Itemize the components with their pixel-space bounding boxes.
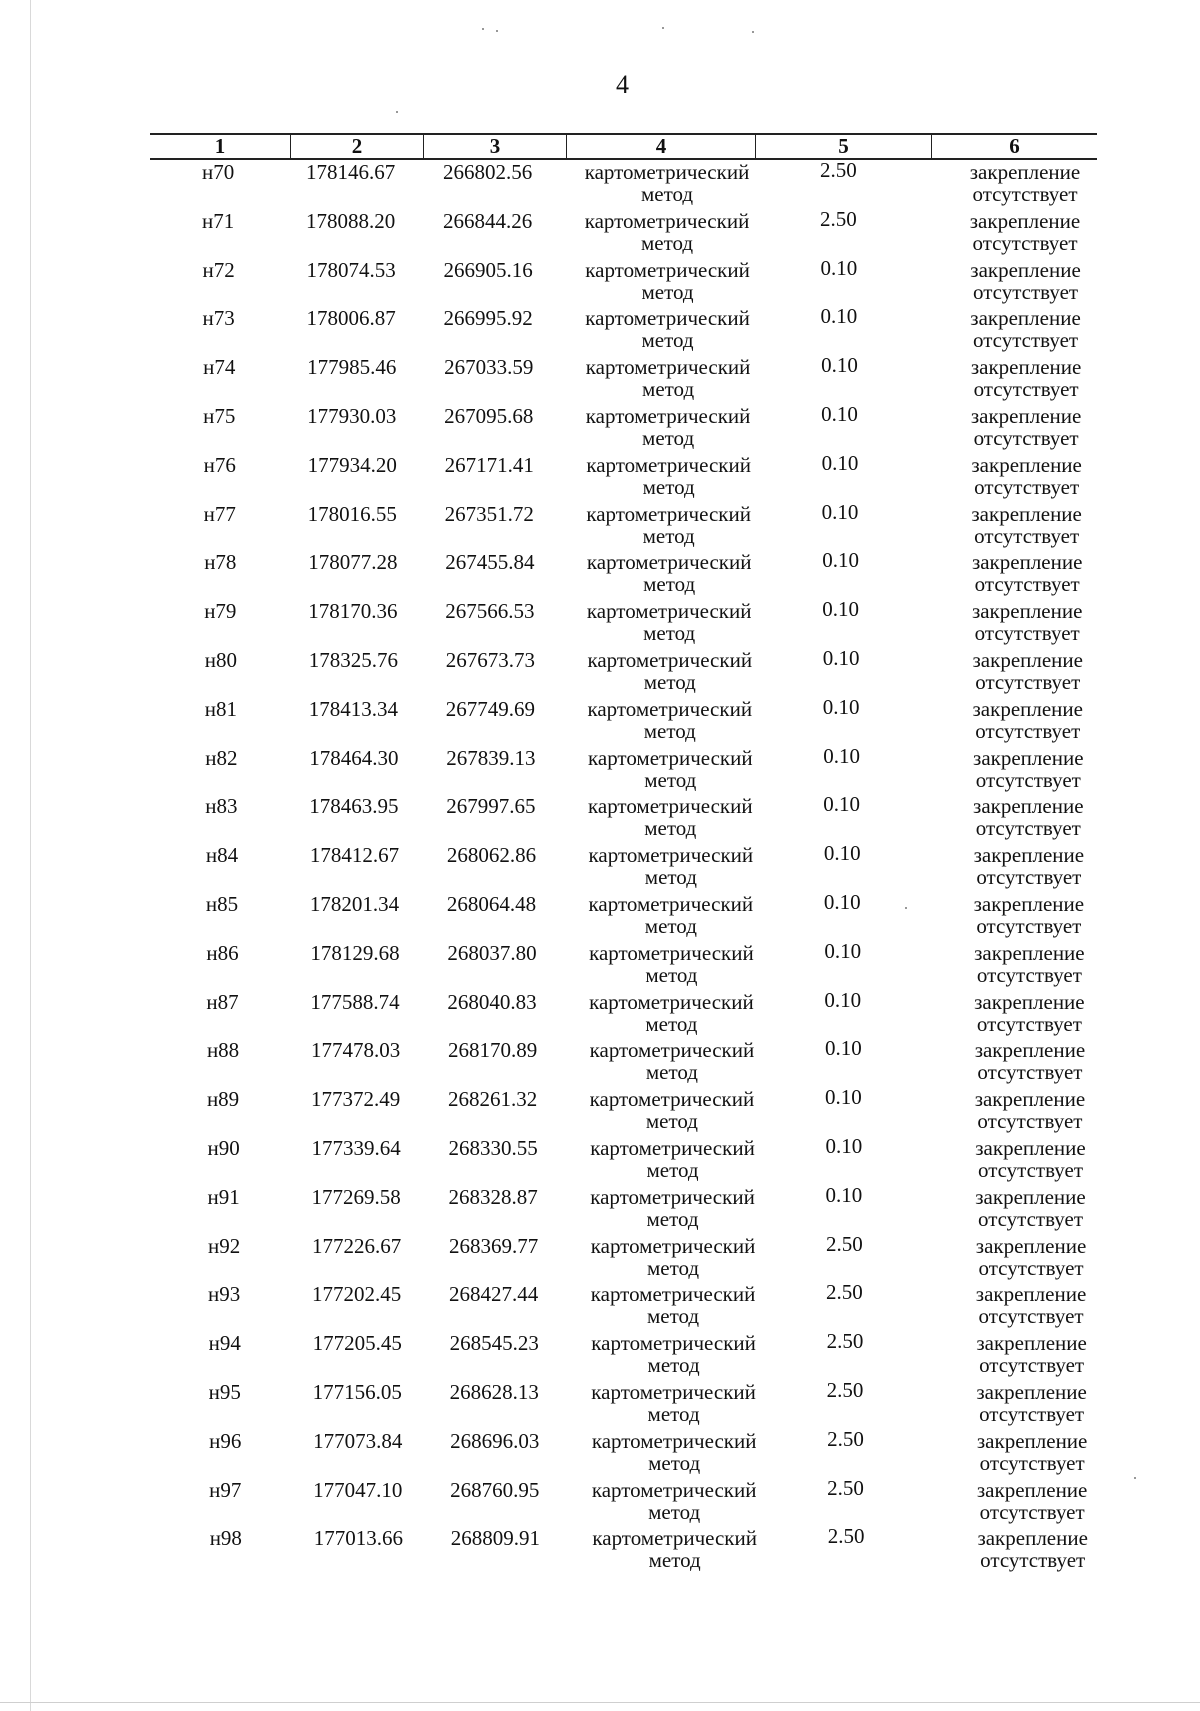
- scan-speck: [496, 30, 498, 32]
- accuracy-value: 2.50: [827, 1524, 865, 1549]
- table-row: [151, 306, 1097, 355]
- fixation-cell: [950, 210, 1100, 254]
- table-row: [156, 1182, 1098, 1234]
- coordinate-x: 177205.45: [312, 1331, 402, 1356]
- coordinate-x: 178146.67: [306, 160, 396, 184]
- fixation-text: закрепление отсутствует: [977, 1526, 1088, 1573]
- method-cell: [577, 1039, 767, 1083]
- accuracy-value: 0.10: [823, 841, 861, 866]
- coordinate-x: 177047.10: [313, 1477, 403, 1502]
- point-id: н80: [204, 647, 237, 672]
- fixation-text: закрепление отсутствует: [973, 745, 1084, 792]
- table-row: [151, 255, 1097, 307]
- fixation-text: закрепление отсутствует: [973, 891, 1085, 938]
- accuracy-value: 0.10: [824, 1085, 862, 1110]
- method-cell: [579, 1479, 769, 1523]
- coordinate-y: 267673.73: [445, 647, 535, 672]
- point-id: н97: [209, 1477, 242, 1502]
- point-id: н98: [209, 1526, 242, 1551]
- coordinate-x: 178412.67: [309, 843, 400, 868]
- header-col-5: 5: [756, 135, 932, 158]
- coordinate-y: 268628.13: [449, 1379, 539, 1404]
- point-id: н89: [206, 1087, 240, 1112]
- coordinate-y: 267566.53: [445, 599, 535, 624]
- coordinate-x: 178088.20: [306, 208, 396, 233]
- coordinate-x: 178074.53: [306, 257, 396, 282]
- header-col-1: 1: [150, 135, 291, 158]
- coordinate-y: 267997.65: [446, 794, 536, 819]
- fixation-text: закрепление отсутствует: [972, 647, 1083, 694]
- scan-speck: [396, 111, 398, 113]
- method-cell: [575, 747, 765, 791]
- fixation-cell: [952, 551, 1102, 595]
- method-text: картометрический метод: [588, 843, 754, 890]
- coordinate-x: 177013.66: [313, 1526, 403, 1551]
- table-body: [150, 160, 1097, 1575]
- method-cell: [578, 1235, 768, 1279]
- header-col-3: 3: [424, 135, 567, 158]
- fixation-text: закрепление отсутствует: [972, 696, 1083, 743]
- table-row: [151, 401, 1097, 453]
- accuracy-value: 0.10: [822, 694, 860, 719]
- point-id: н91: [207, 1184, 240, 1209]
- table-row: [157, 1331, 1097, 1380]
- coordinate-x: 178006.87: [306, 306, 396, 331]
- fixation-text: закрепление отсутствует: [976, 1379, 1087, 1426]
- coordinate-x: 177269.58: [311, 1184, 401, 1209]
- method-text: картометрический метод: [591, 1331, 756, 1378]
- fixation-text: закрепление отсутствует: [975, 1233, 1087, 1280]
- coordinate-y: 268064.48: [446, 891, 537, 916]
- table-row: [152, 499, 1097, 551]
- point-id: н71: [202, 208, 235, 233]
- method-text: картометрический метод: [590, 1233, 756, 1280]
- method-cell: [574, 600, 764, 644]
- method-text: картометрический метод: [588, 891, 754, 938]
- fixation-cell: [952, 454, 1102, 498]
- table-row: [153, 794, 1097, 843]
- fixation-cell: [951, 356, 1101, 400]
- fixation-text: закрепление отсутствует: [974, 989, 1085, 1036]
- fixation-cell: [953, 747, 1103, 791]
- method-cell: [572, 161, 762, 205]
- coordinate-x: 177226.67: [312, 1233, 402, 1258]
- coordinate-y: 267351.72: [444, 501, 534, 526]
- fixation-cell: [957, 1332, 1107, 1376]
- accuracy-value: 2.50: [826, 1280, 863, 1305]
- method-text: картометрический метод: [587, 745, 753, 792]
- method-cell: [576, 893, 766, 937]
- method-cell: [573, 356, 763, 400]
- point-id: н84: [205, 843, 239, 868]
- table-row: [154, 987, 1097, 1039]
- method-cell: [574, 503, 764, 547]
- table-row: [157, 1377, 1097, 1429]
- point-id: н82: [205, 745, 238, 770]
- coordinate-x: 177073.84: [313, 1428, 403, 1453]
- coordinate-x: 178129.68: [310, 940, 400, 965]
- table-row: [152, 550, 1097, 599]
- scan-speck: [482, 28, 484, 30]
- fixation-cell: [956, 1137, 1106, 1181]
- table-row: [153, 743, 1097, 795]
- fixation-text: закрепление отсутствует: [975, 1135, 1086, 1182]
- table-row: [158, 1526, 1097, 1575]
- accuracy-value: 0.10: [824, 987, 862, 1012]
- fixation-text: закрепление отсутствует: [971, 501, 1082, 548]
- coordinate-y: 268696.03: [450, 1428, 540, 1453]
- accuracy-value: 2.50: [826, 1231, 863, 1256]
- fixation-cell: [952, 503, 1102, 547]
- method-cell: [576, 942, 766, 986]
- fixation-text: закрепление отсутствует: [976, 1477, 1088, 1524]
- page-number: 4: [616, 70, 629, 99]
- fixation-text: закрепление отсутствует: [976, 1331, 1087, 1378]
- table-row: [150, 160, 1097, 209]
- method-text: картометрический метод: [587, 794, 753, 841]
- scan-speck: [1134, 1477, 1136, 1479]
- method-text: картометрический метод: [584, 160, 750, 206]
- method-cell: [574, 454, 764, 498]
- coordinate-y: 266905.16: [443, 257, 533, 282]
- point-id: н95: [208, 1379, 241, 1404]
- method-text: картометрический метод: [585, 403, 751, 450]
- method-text: картометрический метод: [586, 452, 751, 499]
- coordinate-x: 177202.45: [312, 1282, 402, 1307]
- scan-edge-bottom: [0, 1702, 1200, 1703]
- point-id: н88: [206, 1038, 240, 1063]
- header-col-2: 2: [291, 135, 424, 158]
- coordinate-y: 268809.91: [450, 1526, 540, 1551]
- fixation-text: закрепление отсутствует: [970, 257, 1081, 304]
- accuracy-value: 0.10: [823, 743, 861, 768]
- fixation-cell: [951, 307, 1101, 351]
- accuracy-value: 2.50: [826, 1377, 864, 1402]
- table-row: [155, 1038, 1097, 1087]
- point-id: н85: [205, 891, 239, 916]
- method-text: картометрический метод: [591, 1477, 757, 1524]
- method-text: картометрический метод: [587, 696, 753, 743]
- method-cell: [579, 1381, 769, 1425]
- point-id: н93: [208, 1282, 241, 1307]
- table-row: [156, 1282, 1097, 1331]
- method-text: картометрический метод: [585, 306, 750, 353]
- method-text: картометрический метод: [589, 989, 754, 1036]
- coordinate-y: 267171.41: [444, 452, 534, 477]
- accuracy-value: 2.50: [826, 1329, 864, 1354]
- fixation-cell: [953, 698, 1103, 742]
- method-cell: [580, 1527, 770, 1571]
- point-id: н75: [203, 403, 236, 428]
- table-row: [155, 1087, 1097, 1136]
- point-id: н72: [202, 257, 235, 282]
- method-cell: [578, 1137, 768, 1181]
- accuracy-value: 0.10: [825, 1133, 863, 1158]
- method-text: картометрический метод: [586, 550, 752, 597]
- table-row: [153, 694, 1097, 746]
- fixation-text: закрепление отсутствует: [976, 1428, 1088, 1475]
- fixation-cell: [953, 649, 1103, 693]
- table-row: [157, 1426, 1097, 1478]
- coordinates-table: [150, 133, 1097, 1575]
- scan-edge-left: [30, 0, 31, 1711]
- coordinate-x: 178413.34: [308, 696, 398, 721]
- fixation-cell: [957, 1430, 1107, 1474]
- table-row: [150, 206, 1097, 258]
- accuracy-value: 0.10: [823, 889, 861, 914]
- table-row: [154, 843, 1097, 892]
- coordinate-x: 177934.20: [307, 452, 397, 477]
- method-text: картометрический метод: [589, 940, 754, 987]
- point-id: н90: [207, 1135, 240, 1160]
- coordinate-x: 178016.55: [307, 501, 397, 526]
- table-row: [154, 938, 1097, 990]
- coordinate-x: 177372.49: [310, 1087, 401, 1112]
- fixation-cell: [954, 893, 1104, 937]
- accuracy-value: 0.10: [821, 499, 859, 524]
- fixation-text: закрепление отсутствует: [971, 550, 1083, 597]
- fixation-text: закрепление отсутствует: [973, 794, 1084, 841]
- table-row: [151, 355, 1097, 404]
- accuracy-value: 0.10: [822, 548, 859, 573]
- header-col-6: 6: [1009, 134, 1020, 158]
- point-id: н81: [204, 696, 237, 721]
- point-id: н79: [204, 599, 237, 624]
- fixation-text: закрепление отсутствует: [971, 452, 1082, 499]
- table-row: [156, 1133, 1098, 1185]
- coordinate-y: 266844.26: [443, 208, 533, 233]
- fixation-cell: [957, 1381, 1107, 1425]
- coordinate-y: 267033.59: [444, 355, 534, 380]
- accuracy-value: 0.10: [822, 597, 859, 622]
- point-id: н76: [203, 452, 236, 477]
- coordinate-x: 178201.34: [309, 891, 400, 916]
- coordinate-y: 267839.13: [446, 745, 536, 770]
- fixation-cell: [954, 942, 1104, 986]
- coordinate-y: 266995.92: [443, 306, 533, 331]
- fixation-cell: [950, 161, 1100, 205]
- method-text: картометрический метод: [584, 208, 750, 255]
- table-row: [152, 599, 1097, 648]
- fixation-text: закрепление отсутствует: [969, 160, 1081, 206]
- coordinate-x: 177588.74: [310, 989, 400, 1014]
- coordinate-x: 178170.36: [308, 599, 398, 624]
- method-cell: [574, 551, 764, 595]
- method-text: картометрический метод: [590, 1184, 755, 1231]
- fixation-text: закрепление отсутствует: [974, 1038, 1086, 1085]
- coordinate-x: 177478.03: [310, 1038, 401, 1063]
- coordinate-y: 267455.84: [445, 550, 535, 575]
- coordinate-y: 268330.55: [448, 1135, 538, 1160]
- point-id: н86: [206, 940, 239, 965]
- accuracy-value: 0.10: [820, 304, 858, 329]
- method-text: картометрический метод: [587, 647, 753, 694]
- coordinate-y: 268545.23: [449, 1331, 539, 1356]
- table-row: [156, 1231, 1097, 1283]
- point-id: н94: [208, 1331, 241, 1356]
- fixation-cell: [951, 259, 1101, 303]
- fixation-cell: [953, 795, 1103, 839]
- coordinate-y: 267095.68: [444, 403, 534, 428]
- table-row: [154, 889, 1097, 941]
- point-id: н78: [204, 550, 237, 575]
- fixation-cell: [956, 1235, 1106, 1279]
- method-cell: [578, 1186, 768, 1230]
- method-cell: [573, 307, 763, 351]
- point-id: н70: [202, 160, 235, 184]
- fixation-cell: [952, 600, 1102, 644]
- method-text: картометрический метод: [586, 599, 752, 646]
- accuracy-value: 2.50: [820, 206, 857, 231]
- fixation-cell: [954, 844, 1104, 888]
- accuracy-value: 0.10: [824, 938, 862, 963]
- method-text: картометрический метод: [589, 1087, 755, 1134]
- method-cell: [573, 405, 763, 449]
- fixation-cell: [951, 405, 1101, 449]
- fixation-text: закрепление отсутствует: [970, 306, 1081, 353]
- coordinate-x: 178325.76: [308, 647, 398, 672]
- fixation-text: закрепление отсутствует: [970, 355, 1082, 402]
- table-row: [152, 450, 1097, 502]
- accuracy-value: 0.10: [825, 1182, 863, 1207]
- accuracy-value: 0.10: [821, 401, 858, 426]
- accuracy-value: 2.50: [827, 1426, 864, 1451]
- coordinate-x: 178077.28: [308, 550, 398, 575]
- point-id: н96: [209, 1428, 242, 1453]
- accuracy-value: 0.10: [821, 353, 858, 378]
- method-text: картометрический метод: [590, 1282, 756, 1329]
- method-cell: [579, 1430, 769, 1474]
- method-text: картометрический метод: [586, 501, 751, 548]
- fixation-cell: [956, 1283, 1106, 1327]
- fixation-cell: [955, 1039, 1105, 1083]
- fixation-text: закрепление отсутствует: [974, 940, 1085, 987]
- scan-speck: [752, 31, 754, 33]
- coordinate-x: 178463.95: [309, 794, 399, 819]
- accuracy-value: 0.10: [820, 255, 858, 280]
- fixation-text: закрепление отсутствует: [973, 843, 1085, 890]
- coordinate-y: 268170.89: [447, 1038, 538, 1063]
- method-cell: [576, 991, 766, 1035]
- accuracy-value: 0.10: [824, 1036, 862, 1061]
- table-row: [153, 645, 1097, 697]
- point-id: н83: [205, 794, 238, 819]
- method-text: картометрический метод: [585, 257, 750, 304]
- header-col-4: 4: [567, 135, 756, 158]
- method-text: картометрический метод: [591, 1379, 756, 1426]
- accuracy-value: 2.50: [827, 1475, 864, 1500]
- fixation-text: закрепление отсутствует: [975, 1282, 1087, 1329]
- point-id: н74: [203, 355, 236, 380]
- fixation-cell: [957, 1479, 1107, 1523]
- accuracy-value: 0.10: [822, 645, 860, 670]
- method-cell: [573, 259, 763, 303]
- fixation-cell: [955, 1088, 1105, 1132]
- method-cell: [576, 844, 766, 888]
- coordinate-x: 177156.05: [312, 1379, 402, 1404]
- point-id: н73: [202, 306, 235, 331]
- coordinate-y: 268369.77: [449, 1233, 539, 1258]
- point-id: н87: [206, 989, 239, 1014]
- coordinate-x: 177930.03: [307, 403, 397, 428]
- table-header-row: [150, 133, 1097, 160]
- fixation-text: закрепление отсутствует: [969, 208, 1081, 255]
- fixation-text: закрепление отсутствует: [971, 599, 1083, 646]
- coordinate-y: 268261.32: [447, 1087, 538, 1112]
- fixation-cell: [956, 1186, 1106, 1230]
- coordinate-y: 268427.44: [449, 1282, 539, 1307]
- coordinate-x: 177985.46: [307, 355, 397, 380]
- method-text: картометрический метод: [591, 1428, 757, 1475]
- accuracy-value: 0.10: [821, 450, 859, 475]
- coordinate-x: 178464.30: [309, 745, 399, 770]
- fixation-text: закрепление отсутствует: [975, 1184, 1086, 1231]
- point-id: н92: [208, 1233, 241, 1258]
- coordinate-y: 268062.86: [446, 843, 537, 868]
- coordinate-y: 268328.87: [448, 1184, 538, 1209]
- coordinate-y: 268040.83: [447, 989, 537, 1014]
- method-cell: [579, 1332, 769, 1376]
- method-cell: [575, 795, 765, 839]
- method-text: картометрический метод: [590, 1135, 755, 1182]
- fixation-text: закрепление отсутствует: [974, 1087, 1086, 1134]
- accuracy-value: 0.10: [823, 792, 861, 817]
- accuracy-value: 2.50: [820, 158, 857, 182]
- method-cell: [578, 1283, 768, 1327]
- method-cell: [575, 698, 765, 742]
- point-id: н77: [203, 501, 236, 526]
- method-cell: [577, 1088, 767, 1132]
- coordinate-x: 177339.64: [311, 1135, 401, 1160]
- coordinate-y: 268037.80: [447, 940, 537, 965]
- method-cell: [572, 210, 762, 254]
- fixation-cell: [958, 1527, 1108, 1571]
- scan-speck: [662, 27, 664, 29]
- coordinate-y: 266802.56: [443, 160, 533, 184]
- method-text: картометрический метод: [585, 355, 751, 402]
- fixation-text: закрепление отсутствует: [970, 403, 1082, 450]
- method-text: картометрический метод: [589, 1038, 755, 1085]
- fixation-cell: [954, 991, 1104, 1035]
- method-cell: [575, 649, 765, 693]
- table-row: [157, 1475, 1097, 1527]
- coordinate-y: 267749.69: [445, 696, 535, 721]
- method-text: картометрический метод: [592, 1526, 757, 1573]
- coordinate-y: 268760.95: [450, 1477, 540, 1502]
